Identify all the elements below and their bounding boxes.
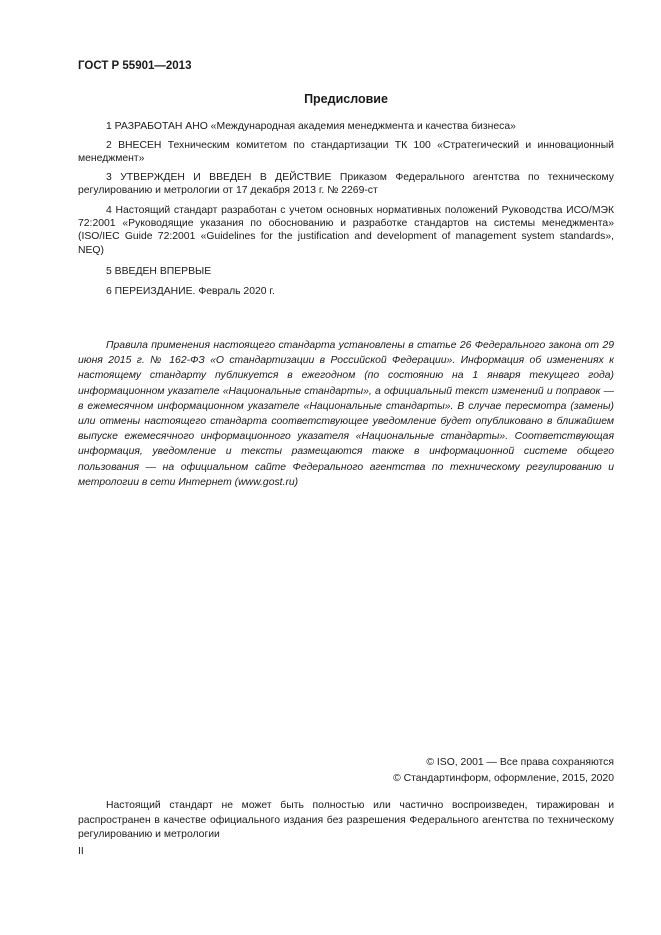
rules-note: Правила применения настоящего стандарта установлены в статье 26 Федерального закона от 29 июня 2015 г. № 162-ФЗ «О стандартизации в Российской Федерации». Информация об изменениях к настоящему стандарту публикуется в ежегодном (по состоянию на 1 января текущего года) информационном указателе «Национальные стандарты», а официальный текст изменений и поправок — в ежемесячном информационном указателе «Национальные стандарты». В случае пересмотра (замены) или отмены настоящего стандарта соответствующее уведомление будет опубликовано в ближайшем выпуске ежемесячного информационного указателя «Национальные стандарты». Соответствующая информация, уведомление и тексты размещаются также в информационной системе общего пользования — на официальном сайте Федерального агентства по техническому регулированию и метрологии в сети Интернет (www.gost.ru) — [78, 340, 614, 488]
preface-item-3: 3 УТВЕРЖДЕН И ВВЕДЕН В ДЕЙСТВИЕ Приказом Федерального агентства по техническому регулированию и метрологии от 17 декабря 2013 г. № 2269-ст — [78, 172, 614, 197]
copyright-iso: © ISO, 2001 — Все права сохраняются — [426, 757, 614, 768]
page-number: II — [78, 846, 84, 857]
preface-item-5: 5 ВВЕДЕН ВПЕРВЫЕ — [106, 266, 212, 277]
document-code: ГОСТ Р 55901—2013 — [78, 60, 192, 72]
preface-item-2: 2 ВНЕСЕН Техническим комитетом по стандартизации ТК 100 «Стратегический и инновационный менеджмент» — [78, 140, 614, 165]
copyright-standartinform: © Стандартинформ, оформление, 2015, 2020 — [393, 773, 614, 784]
preface-item-6: 6 ПЕРЕИЗДАНИЕ. Февраль 2020 г. — [106, 286, 275, 297]
preface-title: Предисловие — [304, 92, 388, 106]
preface-item-1: 1 РАЗРАБОТАН АНО «Международная академия менеджмента и качества бизнеса» — [106, 121, 516, 132]
reproduction-notice: Настоящий стандарт не может быть полностью или частично воспроизведен, тиражирован и распространен в качестве официального издания без разрешения Федерального агентства по техническому регулированию и метрологии — [78, 800, 614, 841]
preface-item-4: 4 Настоящий стандарт разработан с учетом основных нормативных положений Руководства ИСО/МЭК 72:2001 «Руководящие указания по обоснованию и разработке стандартов на системы менеджмента» (ISO/IEC Guide 72:2001 «Guidelines for the justification and development of management system standards», NEQ) — [78, 205, 614, 256]
